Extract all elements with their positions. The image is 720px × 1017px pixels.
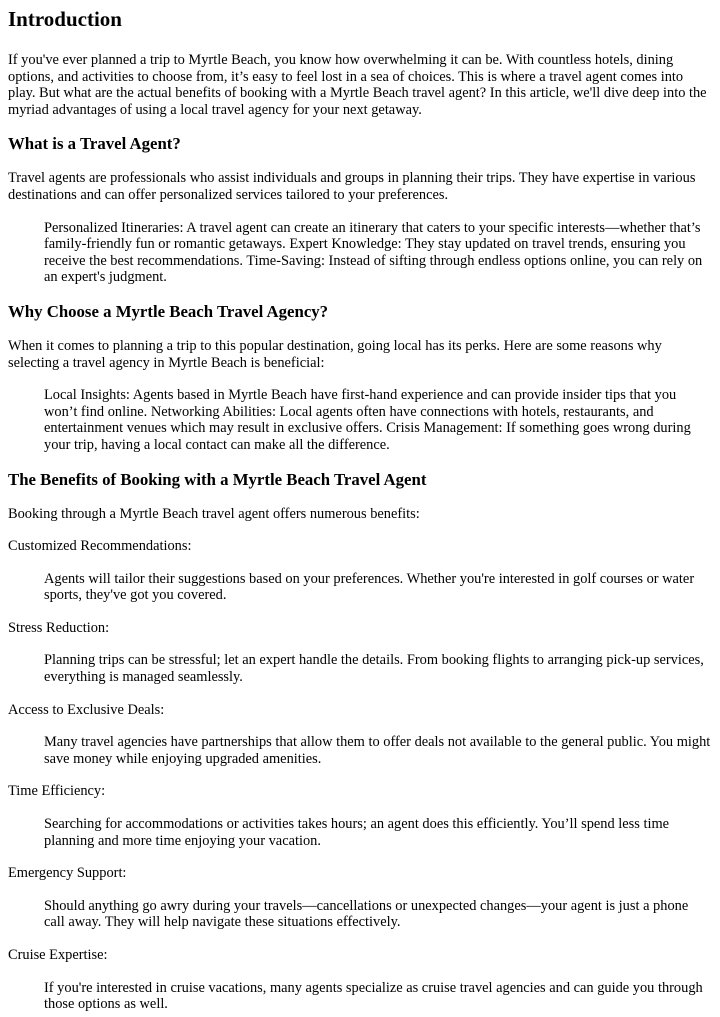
benefit-description: Should anything go awry during your travels—cancellations or unexpected changes—your agent is just a phone call away. They will help navigate these situations effectively. <box>44 897 689 931</box>
benefit-term: Customized Recommendations: <box>8 538 192 555</box>
section-heading-benefits: The Benefits of Booking with a Myrtle Beach Travel Agent <box>8 469 427 489</box>
section-heading-what-is-agent: What is a Travel Agent? <box>8 134 181 154</box>
benefit-term: Cruise Expertise: <box>8 947 108 963</box>
benefit-description: Planning trips can be stressful; let an expert handle the details. From booking flights to arranging pick-up services, everything is managed seamlessly. <box>44 652 704 686</box>
section-heading-why-choose: Why Choose a Myrtle Beach Travel Agency? <box>8 301 329 321</box>
benefit-description: Many travel agencies have partnerships that allow them to offer deals not available to the general public. You might save money while enjoying upgraded amenities. <box>44 734 711 767</box>
intro-paragraph: If you've ever planned a trip to Myrtle Beach, you know how overwhelming it can be. With countless hotels, dining options, and activities to choose from, it’s easy to feel lost in a sea of choices. This is where a travel agent comes into play. But what are the actual benefits of booking with a Myrtle Beach travel agent? In this article, we'll dive deep into the myriad advantages of using a local travel agency for your next getaway. <box>8 52 707 118</box>
blockquote-local-perks: Local Insights: Agents based in Myrtle Beach have first-hand experience and can provide insider tips that you won’t find online. Networking Abilities: Local agents often have connections with hotels, restaurants, and entertainment venues which may result in exclusive offers. Crisis Management: If something goes wrong during your trip, having a local contact can make all the difference. <box>44 387 691 453</box>
benefit-term: Stress Reduction: <box>8 619 110 636</box>
benefit-list <box>8 538 712 1013</box>
benefit-term: Time Efficiency: <box>8 783 106 800</box>
benefit-description: Searching for accommodations or activities takes hours; an agent does this efficiently. You’ll spend less time planning and more time enjoying your vacation. <box>44 816 670 849</box>
page-title: Introduction <box>8 7 122 31</box>
section-paragraph-what-is-agent: Travel agents are professionals who assist individuals and groups in planning their trips. They have expertise in various destinations and can offer personalized services tailored to your preferences. <box>8 170 696 203</box>
benefit-term: Access to Exclusive Deals: <box>8 701 165 718</box>
blockquote-agent-services: Personalized Itineraries: A travel agent can create an itinerary that caters to your specific interests—whether that’s family-friendly fun or romantic getaways. Expert Knowledge: They stay updated on travel trends, ensuring you receive the best recommendations. Time-Saving: Instead of sifting through endless options online, you can rely on an expert's judgment. <box>44 219 703 286</box>
benefit-description: If you're interested in cruise vacations, many agents specialize as cruise travel agencies and can guide you through those options as well. <box>44 979 703 1013</box>
benefit-description: Agents will tailor their suggestions based on your preferences. Whether you're interested in golf courses or water sports, they've got you covered. <box>44 570 695 604</box>
section-paragraph-why-choose: When it comes to planning a trip to this popular destination, going local has its perks. Here are some reasons why selecting a travel agency in Myrtle Beach is beneficial: <box>8 337 662 371</box>
benefit-term: Emergency Support: <box>8 865 127 882</box>
section-paragraph-benefits: Booking through a Myrtle Beach travel agent offers numerous benefits: <box>8 505 420 522</box>
